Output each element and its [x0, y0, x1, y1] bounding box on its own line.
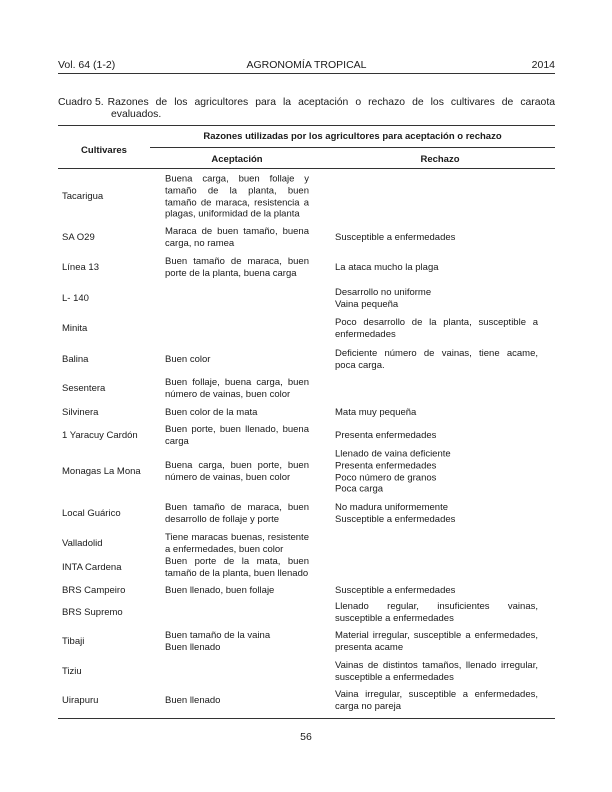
table-row [58, 286, 555, 312]
table-row [58, 172, 555, 222]
cell-rechazo: Presenta enfermedades [335, 430, 437, 442]
cell-aceptacion [165, 630, 309, 654]
cell-line: Desarrollo no uniforme [335, 287, 432, 299]
header-cultivares: Cultivares [81, 145, 127, 156]
cell-cultivar: Balina [62, 354, 89, 366]
table-row [58, 688, 555, 714]
cell-aceptacion: Buena carga, buen follaje y tamaño de la planta, buen tamaño de maraca, resistencia a plagas, uniformidad de la planta [165, 173, 309, 220]
table-row [58, 501, 555, 527]
cell-line: Poca carga [335, 483, 384, 495]
cell-line: Llenado de vaina deficiente [335, 448, 451, 460]
page-number: 56 [300, 731, 312, 743]
cell-rechazo: Deficiente número de vainas, tiene acame, poca carga. [335, 348, 538, 371]
cell-cultivar: Tibaji [62, 636, 85, 648]
caption-text-continued: evaluados. [111, 109, 162, 120]
cell-aceptacion: Maraca de buen tamaño, buena carga, no ramea [165, 226, 309, 249]
table-row [58, 255, 555, 281]
cell-cultivar: Sesentera [62, 383, 106, 395]
table-row [58, 583, 555, 599]
cell-rechazo: Vaina irregular, susceptible a enfermedades, carga no pareja [335, 689, 538, 712]
cell-rechazo [335, 502, 538, 526]
cell-cultivar: BRS Supremo [62, 607, 123, 619]
table-row [58, 376, 555, 402]
table-row [58, 659, 555, 685]
table-row [58, 447, 555, 497]
table-row [58, 555, 555, 581]
cell-aceptacion: Buena carga, buen porte, buen número de vainas, buen color [165, 460, 309, 483]
header-aceptacion: Aceptación [211, 154, 263, 165]
table-row [58, 316, 555, 342]
header-rule [58, 73, 555, 74]
table-row [58, 405, 555, 421]
caption-label: Cuadro 5. [58, 97, 104, 108]
cell-cultivar: INTA Cardena [62, 562, 122, 574]
table-bottom-rule [58, 718, 555, 719]
cell-cultivar: Local Guárico [62, 508, 121, 520]
table-header-rule [58, 168, 555, 169]
cell-rechazo: Susceptible a enfermedades [335, 585, 456, 597]
running-header [58, 59, 555, 73]
cell-line: Presenta enfermedades [335, 460, 437, 472]
cell-rechazo: Mata muy pequeña [335, 407, 417, 419]
table-row [58, 424, 555, 448]
table-subheader-rule [150, 147, 555, 148]
cell-cultivar: Silvinera [62, 407, 99, 419]
cell-aceptacion: Buen color [165, 354, 211, 366]
cell-cultivar: Línea 13 [62, 262, 99, 274]
cell-rechazo [335, 287, 538, 311]
table-row [58, 531, 555, 557]
cell-line: Susceptible a enfermedades [335, 514, 456, 525]
table-top-rule [58, 125, 555, 126]
cell-aceptacion: Buen tamaño de maraca, buen porte de la planta, buena carga [165, 256, 309, 279]
cell-rechazo: La ataca mucho la plaga [335, 262, 439, 274]
journal-title: AGRONOMÍA TROPICAL [246, 59, 367, 71]
cell-rechazo: Vainas de distintos tamaños, llenado irregular, susceptible a enfermedades [335, 660, 538, 683]
cell-aceptacion: Buen follaje, buena carga, buen número de vainas, buen color [165, 377, 309, 400]
volume-label: Vol. 64 (1-2) [58, 59, 116, 71]
cell-cultivar: Tacarigua [62, 191, 104, 203]
cell-aceptacion: Buen color de la mata [165, 407, 258, 419]
cell-line: Vaina pequeña [335, 299, 399, 310]
cell-cultivar: BRS Campeiro [62, 585, 126, 597]
cell-cultivar: Minita [62, 323, 88, 335]
table-caption [58, 97, 555, 121]
cell-aceptacion: Buen tamaño de maraca, buen desarrollo de follaje y porte [165, 502, 309, 525]
cell-line: Poco número de granos [335, 472, 437, 483]
cell-rechazo: Llenado regular, insuficientes vainas, susceptible a enfermedades [335, 601, 538, 624]
table-row [58, 347, 555, 373]
table-row [58, 601, 555, 625]
cell-aceptacion: Buen llenado [165, 695, 221, 707]
year-label: 2014 [531, 59, 555, 71]
cell-line: Buen llenado [165, 642, 221, 653]
cell-rechazo: Material irregular, susceptible a enfermedades, presenta acame [335, 630, 538, 653]
cell-rechazo: Poco desarrollo de la planta, susceptible a enfermedades [335, 317, 538, 340]
cell-rechazo [335, 448, 538, 495]
cell-aceptacion: Buen porte, buen llenado, buena carga [165, 424, 309, 447]
table-row [58, 629, 555, 655]
cell-line: No madura uniformemente [335, 502, 448, 514]
caption-text: Razones de los agricultores para la aceptación o rechazo de los cultivares de caraota [107, 97, 555, 108]
cell-line: Buen tamaño de la vaina [165, 630, 271, 642]
cell-rechazo: Susceptible a enfermedades [335, 232, 456, 244]
cell-cultivar: Monagas La Mona [62, 466, 141, 478]
cell-aceptacion: Tiene maracas buenas, resistente a enfermedades, buen color [165, 532, 309, 555]
cell-cultivar: Uirapuru [62, 695, 99, 707]
cell-cultivar: L- 140 [62, 293, 89, 305]
cell-cultivar: Tiziu [62, 666, 82, 678]
cell-cultivar: 1 Yaracuy Cardón [62, 430, 138, 442]
cell-aceptacion: Buen porte de la mata, buen tamaño de la planta, buen llenado [165, 556, 309, 579]
header-reasons: Razones utilizadas por los agricultores para aceptación o rechazo [203, 131, 502, 142]
cell-cultivar: SA O29 [62, 232, 95, 244]
header-rechazo: Rechazo [420, 154, 460, 165]
cell-aceptacion: Buen llenado, buen follaje [165, 585, 275, 597]
table-row [58, 225, 555, 251]
cell-cultivar: Valladolid [62, 538, 103, 550]
